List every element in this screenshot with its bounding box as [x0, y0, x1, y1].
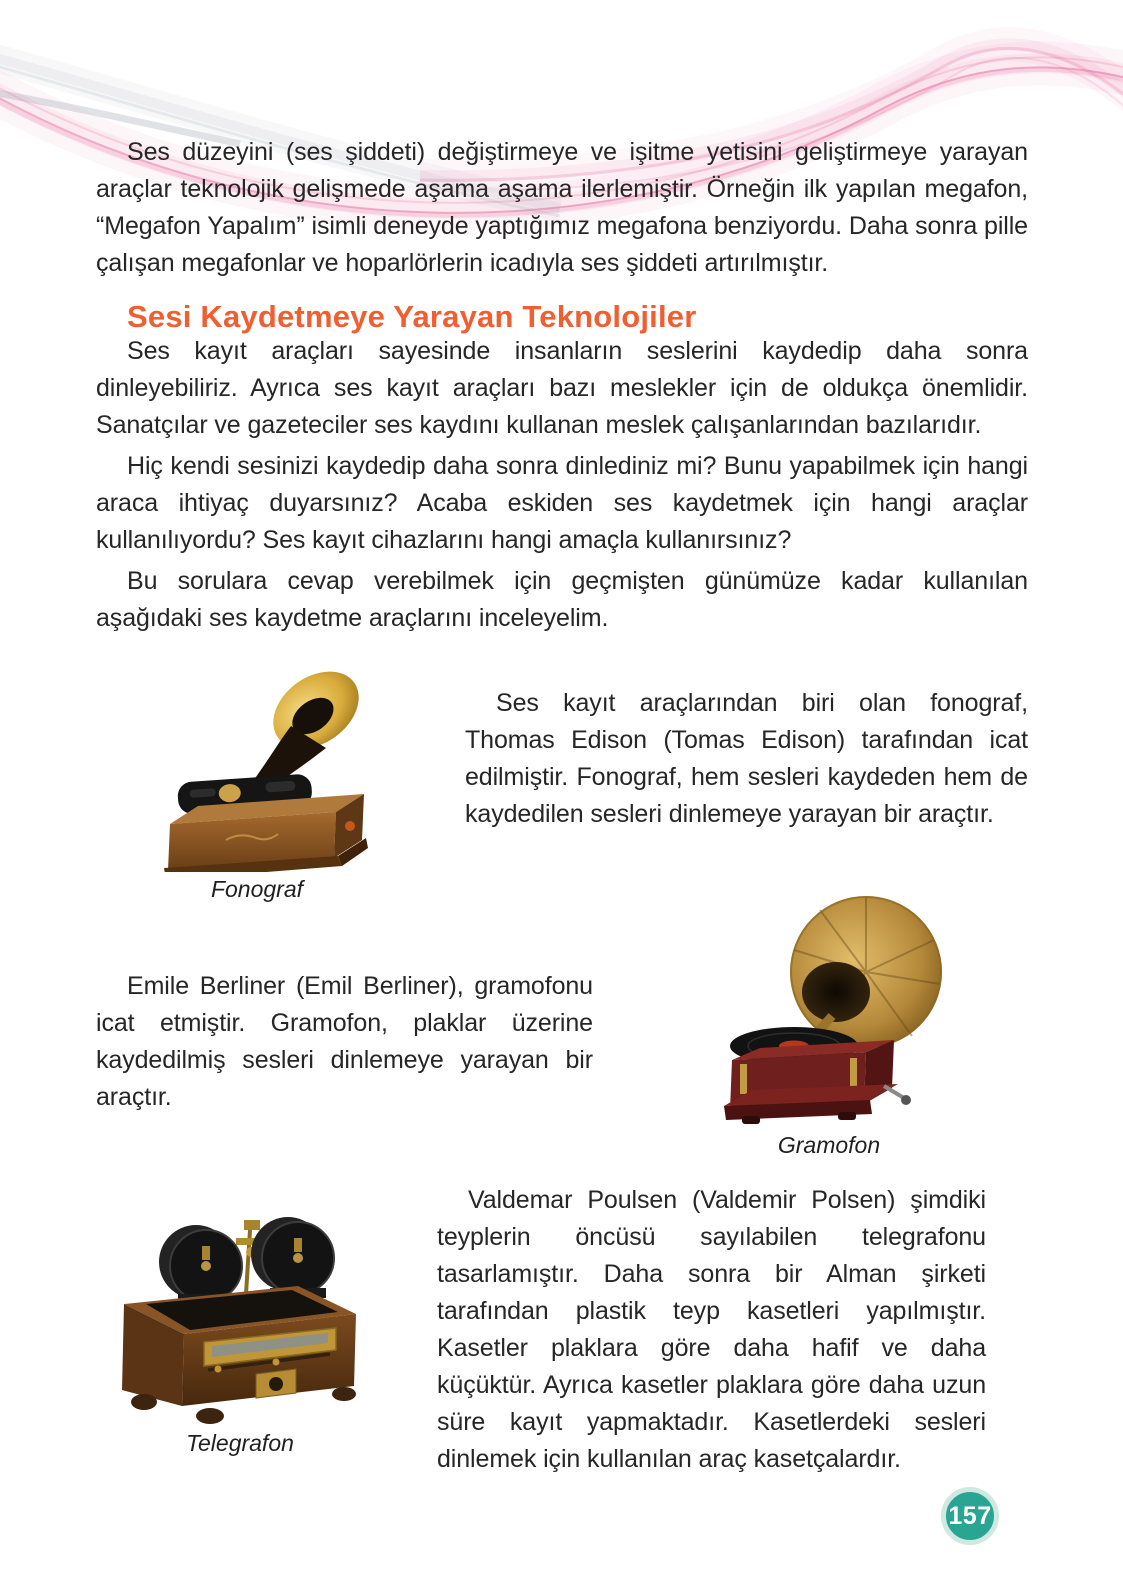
page-number: 157: [948, 1501, 992, 1530]
lead-in-paragraph: Bu sorulara cevap verebilmek için geçmişten günümüze kadar kullanılan aşağıdaki ses kaydetme araçlarını inceleyelim.: [96, 567, 1028, 632]
questions-paragraph: Hiç kendi sesinizi kaydedip daha sonra dinlediniz mi? Bunu yapabilmek için hangi araca ihtiyaç duyarsınız? Acaba eskiden ses kaydetmek için hangi araçlar kullanılıyordu? Ses kayıt cihazlarını hangi amaçla kullanırsınız?: [96, 452, 1028, 554]
gramofon-paragraph: Emile Berliner (Emil Berliner), gramofonu icat etmiştir. Gramofon, plaklar üzerine kaydedilmiş sesleri dinlemeye yarayan bir araçtır.: [96, 972, 593, 1111]
fonograf-illustration: [126, 660, 388, 872]
recording-intro-paragraph: Ses kayıt araçları sayesinde insanların seslerini kaydedip daha sonra dinleyebiliriz. Ayrıca ses kayıt araçları bazı meslekler için de oldukça önemlidir. Sanatçılar ve gazeteciler ses kaydını kullanan meslek çalışanlarından bazılarıdır.: [96, 337, 1028, 439]
telegrafon-caption: Telegrafon: [186, 1430, 294, 1456]
fonograf-caption: Fonograf: [210, 876, 304, 902]
page-number-badge: [941, 1487, 999, 1545]
gramofon-caption: Gramofon: [777, 1132, 881, 1158]
gramofon-illustration: [698, 888, 960, 1128]
intro-paragraph: Ses düzeyini (ses şiddeti) değiştirmeye ve işitme yetisini geliştirmeye yarayan araçlar teknolojik gelişmede aşama aşama ilerlemiştir. Örneğin ilk yapılan megafon, “Megafon Yapalım” isimli deneyde yaptığımız megafona benziyordu. Daha sonra pille çalışan megafonlar ve hoparlörlerin icadıyla ses şiddeti artırılmıştır.: [96, 138, 1028, 277]
gramofon-horn-icon: [790, 896, 942, 1048]
telegrafon-paragraph: Valdemar Poulsen (Valdemir Polsen) şimdiki teyplerin öncüsü sayılabilen telegrafonu tasarlamıştır. Daha sonra bir Alman şirketi tarafından plastik teyp kasetleri yapılmıştır. Kasetler plaklara göre daha hafif ve daha küçüktür. Ayrıca kasetler plaklara göre daha uzun süre kayıt yapmaktadır. Kasetlerdeki sesleri dinlemek için kullanılan araç kasetçalardır.: [437, 1186, 986, 1473]
section-heading: Sesi Kaydetmeye Yarayan Teknolojiler: [127, 299, 697, 334]
fonograf-figure: [126, 660, 388, 903]
gramofon-figure: [698, 888, 960, 1159]
telegrafon-figure: [100, 1190, 380, 1457]
fonograf-paragraph: Ses kayıt araçlarından biri olan fonograf, Thomas Edison (Tomas Edison) tarafından icat edilmiştir. Fonograf, hem sesleri kaydeden hem de kaydedilen sesleri dinlemeye yarayan bir araçtır.: [465, 689, 1028, 828]
telegrafon-illustration: [100, 1190, 380, 1426]
